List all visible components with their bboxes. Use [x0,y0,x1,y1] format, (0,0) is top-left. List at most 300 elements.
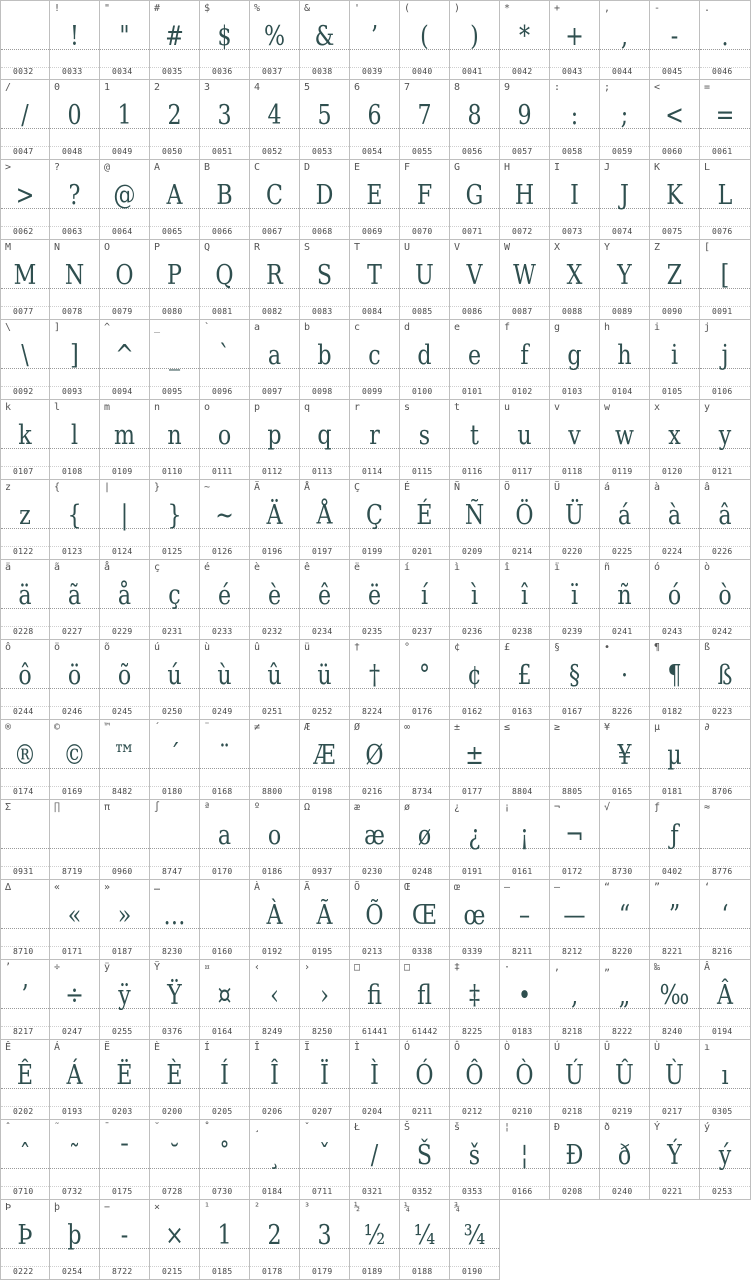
glyph-cell-0051[interactable] [200,80,250,160]
glyph-cell-0126[interactable] [200,480,250,560]
char-label: J [604,162,611,173]
glyph-cell-0218[interactable] [550,1040,600,1120]
glyph-cell-0111[interactable] [200,400,250,480]
glyph-cell-0089[interactable] [600,240,650,320]
glyph-cell-0112[interactable] [250,400,300,480]
glyph-cell-0732[interactable] [50,1120,100,1200]
char-label: ‡ [454,962,461,973]
glyph-cell-0203[interactable] [100,1040,150,1120]
glyph-cell-0216[interactable] [350,720,400,800]
glyph-cell-0052[interactable] [250,80,300,160]
glyph-cell-0250[interactable] [150,640,200,720]
glyph-cell-0321[interactable] [350,1120,400,1200]
glyph-cell-0088[interactable] [550,240,600,320]
glyph-cell-0176[interactable] [400,640,450,720]
glyph-cell-0078[interactable] [50,240,100,320]
glyph-cell-0730[interactable] [200,1120,250,1200]
glyph-cell-0055[interactable] [400,80,450,160]
glyph-cell-0032[interactable] [0,0,50,80]
glyph-cell-0119[interactable] [600,400,650,480]
glyph-cell-8734[interactable] [400,720,450,800]
glyph-cell-0058[interactable] [550,80,600,160]
glyph-cell-0192[interactable] [250,880,300,960]
char-label: * [504,3,511,14]
glyph-cell-0044[interactable] [600,0,650,80]
glyph-cell-0040[interactable] [400,0,450,80]
glyph-cell-0931[interactable] [0,800,50,880]
glyph-cell-0098[interactable] [300,320,350,400]
glyph-preview: ¨ [218,740,231,771]
char-label: ë [354,562,361,573]
glyph-cell-0214[interactable] [500,480,550,560]
char-code: 0103 [562,387,583,396]
glyph-cell-0190[interactable] [450,1200,500,1280]
glyph-cell-0246[interactable] [50,640,100,720]
glyph-cell-8719[interactable] [50,800,100,880]
glyph-cell-0118[interactable] [550,400,600,480]
glyph-cell-0234[interactable] [300,560,350,640]
glyph-cell-8722[interactable] [100,1200,150,1280]
glyph-cell-0169[interactable] [50,720,100,800]
glyph-cell-0220[interactable] [550,480,600,560]
glyph-cell-0253[interactable] [700,1120,751,1200]
glyph-cell-0184[interactable] [250,1120,300,1200]
glyph-cell-61441[interactable] [350,960,400,1040]
char-code: 0220 [562,547,583,556]
glyph-cell-0245[interactable] [100,640,150,720]
glyph-cell-0114[interactable] [350,400,400,480]
glyph-cell-0101[interactable] [450,320,500,400]
glyph-cell-0204[interactable] [350,1040,400,1120]
glyph-cell-0238[interactable] [500,560,550,640]
glyph-cell-0096[interactable] [200,320,250,400]
glyph-cell-0123[interactable] [50,480,100,560]
glyph-cell-0092[interactable] [0,320,50,400]
glyph-cell-0093[interactable] [50,320,100,400]
glyph-preview: 2 [167,100,182,131]
glyph-cell-0229[interactable] [100,560,150,640]
glyph-cell-0102[interactable] [500,320,550,400]
char-label: q [304,402,311,413]
glyph-cell-0231[interactable] [150,560,200,640]
glyph-cell-0338[interactable] [400,880,450,960]
glyph-cell-0254[interactable] [50,1200,100,1280]
glyph-cell-0033[interactable] [50,0,100,80]
glyph-cell-0174[interactable] [0,720,50,800]
glyph-cell-0100[interactable] [400,320,450,400]
glyph-cell-0200[interactable] [150,1040,200,1120]
char-code: 0110 [162,467,183,476]
glyph-cell-0211[interactable] [400,1040,450,1120]
char-label: Z [654,242,661,253]
glyph-cell-0232[interactable] [250,560,300,640]
glyph-cell-8249[interactable] [250,960,300,1040]
glyph-cell-8212[interactable] [550,880,600,960]
glyph-cell-0235[interactable] [350,560,400,640]
glyph-cell-0045[interactable] [650,0,700,80]
glyph-cell-0094[interactable] [100,320,150,400]
char-code: 0202 [13,1107,34,1116]
glyph-cell-0205[interactable] [200,1040,250,1120]
glyph-cell-0199[interactable] [350,480,400,560]
glyph-cell-0065[interactable] [150,160,200,240]
glyph-cell-0352[interactable] [400,1120,450,1200]
glyph-cell-0180[interactable] [150,720,200,800]
glyph-preview: y [718,420,732,451]
glyph-cell-8804[interactable] [500,720,550,800]
glyph-cell-0194[interactable] [700,960,751,1040]
glyph-cell-0209[interactable] [450,480,500,560]
glyph-cell-8217[interactable] [0,960,50,1040]
glyph-cell-0217[interactable] [650,1040,700,1120]
glyph-cell-0187[interactable] [100,880,150,960]
glyph-preview: l [70,420,79,451]
glyph-cell-0240[interactable] [600,1120,650,1200]
glyph-cell-0196[interactable] [250,480,300,560]
baseline-guide [600,848,649,849]
glyph-cell-0937[interactable] [300,800,350,880]
glyph-cell-0059[interactable] [600,80,650,160]
glyph-cell-0206[interactable] [250,1040,300,1120]
glyph-preview: † [368,660,381,691]
char-code: 0171 [62,947,83,956]
glyph-cell-0113[interactable] [300,400,350,480]
glyph-cell-0305[interactable] [700,1040,751,1120]
glyph-cell-0079[interactable] [100,240,150,320]
glyph-cell-0960[interactable] [100,800,150,880]
glyph-cell-8250[interactable] [300,960,350,1040]
glyph-cell-0106[interactable] [700,320,751,400]
char-label: ä [5,562,12,573]
glyph-cell-0248[interactable] [400,800,450,880]
glyph-cell-0053[interactable] [300,80,350,160]
glyph-cell-0036[interactable] [200,0,250,80]
glyph-cell-0252[interactable] [300,640,350,720]
glyph-cell-0163[interactable] [500,640,550,720]
glyph-cell-0223[interactable] [700,640,751,720]
glyph-cell-8240[interactable] [650,960,700,1040]
glyph-cell-8224[interactable] [350,640,400,720]
glyph-preview: E [366,180,383,211]
glyph-cell-0161[interactable] [500,800,550,880]
glyph-cell-0039[interactable] [350,0,400,80]
glyph-cell-0077[interactable] [0,240,50,320]
glyph-cell-0069[interactable] [350,160,400,240]
char-code: 0353 [462,1187,483,1196]
glyph-preview: 3 [217,100,232,131]
char-code: 0048 [62,147,83,156]
glyph-cell-0095[interactable] [150,320,200,400]
glyph-cell-0228[interactable] [0,560,50,640]
glyph-cell-0082[interactable] [250,240,300,320]
glyph-cell-8222[interactable] [600,960,650,1040]
char-label: ó [654,562,661,573]
glyph-cell-0168[interactable] [200,720,250,800]
glyph-cell-0247[interactable] [50,960,100,1040]
char-label: Å [304,482,311,493]
glyph-cell-0219[interactable] [600,1040,650,1120]
glyph-cell-0061[interactable] [700,80,751,160]
glyph-cell-0177[interactable] [450,720,500,800]
glyph-preview: ˜ [68,1140,81,1171]
glyph-cell-0076[interactable] [700,160,751,240]
glyph-cell-0165[interactable] [600,720,650,800]
glyph-preview: › [320,980,329,1011]
char-code: 0077 [13,307,34,316]
glyph-cell-8211[interactable] [500,880,550,960]
char-label: † [354,642,361,653]
glyph-cell-0241[interactable] [600,560,650,640]
glyph-cell-0035[interactable] [150,0,200,80]
glyph-cell-0099[interactable] [350,320,400,400]
char-label: " [104,3,111,14]
char-code: 0203 [112,1107,133,1116]
glyph-cell-0221[interactable] [650,1120,700,1200]
glyph-cell-0201[interactable] [400,480,450,560]
char-label: … [154,882,161,893]
glyph-cell-8225[interactable] [450,960,500,1040]
glyph-cell-0034[interactable] [100,0,150,80]
glyph-cell-0239[interactable] [550,560,600,640]
glyph-cell-8710[interactable] [0,880,50,960]
glyph-cell-0226[interactable] [700,480,751,560]
glyph-cell-0179[interactable] [300,1200,350,1280]
glyph-cell-0043[interactable] [550,0,600,80]
glyph-cell-0070[interactable] [400,160,450,240]
char-code: 0224 [662,547,683,556]
glyph-cell-0164[interactable] [200,960,250,1040]
glyph-cell-8218[interactable] [550,960,600,1040]
char-label: é [204,562,211,573]
glyph-cell-0162[interactable] [450,640,500,720]
glyph-cell-0110[interactable] [150,400,200,480]
glyph-preview: é [217,580,232,611]
glyph-cell-0251[interactable] [250,640,300,720]
glyph-cell-0042[interactable] [500,0,550,80]
glyph-preview: ó [667,580,682,611]
glyph-preview: 6 [367,100,382,131]
glyph-cell-0049[interactable] [100,80,150,160]
glyph-cell-0197[interactable] [300,480,350,560]
glyph-cell-8747[interactable] [150,800,200,880]
glyph-cell-8730[interactable] [600,800,650,880]
glyph-cell-0178[interactable] [250,1200,300,1280]
glyph-cell-0068[interactable] [300,160,350,240]
glyph-cell-0244[interactable] [0,640,50,720]
glyph-cell-0224[interactable] [650,480,700,560]
glyph-cell-0064[interactable] [100,160,150,240]
glyph-cell-0208[interactable] [550,1120,600,1200]
glyph-cell-0062[interactable] [0,160,50,240]
glyph-cell-0191[interactable] [450,800,500,880]
glyph-cell-0060[interactable] [650,80,700,160]
glyph-cell-0120[interactable] [650,400,700,480]
char-code: 0225 [612,547,633,556]
glyph-cell-0121[interactable] [700,400,751,480]
glyph-cell-0227[interactable] [50,560,100,640]
glyph-cell-0222[interactable] [0,1200,50,1280]
glyph-cell-0237[interactable] [400,560,450,640]
glyph-preview: ç [168,580,181,611]
glyph-cell-0255[interactable] [100,960,150,1040]
glyph-cell-0193[interactable] [50,1040,100,1120]
glyph-cell-0097[interactable] [250,320,300,400]
glyph-cell-0182[interactable] [650,640,700,720]
glyph-cell-8805[interactable] [550,720,600,800]
glyph-preview: Æ [313,740,336,771]
glyph-preview: B [216,180,233,211]
glyph-cell-0073[interactable] [550,160,600,240]
glyph-preview: ñ [617,580,632,611]
glyph-cell-0339[interactable] [450,880,500,960]
glyph-cell-0071[interactable] [450,160,500,240]
glyph-cell-0124[interactable] [100,480,150,560]
glyph-cell-0041[interactable] [450,0,500,80]
glyph-cell-0225[interactable] [600,480,650,560]
glyph-cell-0091[interactable] [700,240,751,320]
glyph-cell-8800[interactable] [250,720,300,800]
glyph-cell-0181[interactable] [650,720,700,800]
glyph-cell-0125[interactable] [150,480,200,560]
char-label: Ë [104,1042,111,1053]
glyph-cell-8230[interactable] [150,880,200,960]
char-code: 0032 [13,67,34,76]
glyph-cell-8220[interactable] [600,880,650,960]
glyph-cell-0066[interactable] [200,160,250,240]
glyph-cell-0183[interactable] [500,960,550,1040]
glyph-cell-0037[interactable] [250,0,300,80]
glyph-cell-0109[interactable] [100,400,150,480]
glyph-cell-0108[interactable] [50,400,100,480]
glyph-preview: ! [70,21,79,52]
glyph-cell-8776[interactable] [700,800,751,880]
glyph-cell-0090[interactable] [650,240,700,320]
glyph-cell-0083[interactable] [300,240,350,320]
glyph-cell-0195[interactable] [300,880,350,960]
glyph-cell-0063[interactable] [50,160,100,240]
glyph-cell-0210[interactable] [500,1040,550,1120]
glyph-cell-0207[interactable] [300,1040,350,1120]
char-code: 0233 [212,627,233,636]
glyph-preview: " [119,21,130,52]
char-label: Þ [5,1202,12,1213]
glyph-cell-0087[interactable] [500,240,550,320]
glyph-cell-0105[interactable] [650,320,700,400]
glyph-cell-0202[interactable] [0,1040,50,1120]
glyph-cell-0054[interactable] [350,80,400,160]
glyph-preview: ï [570,580,579,611]
glyph-cell-0048[interactable] [50,80,100,160]
glyph-cell-0212[interactable] [450,1040,500,1120]
glyph-cell-0104[interactable] [600,320,650,400]
glyph-preview: = [715,100,735,131]
glyph-preview: ” [668,900,681,931]
glyph-cell-0728[interactable] [150,1120,200,1200]
glyph-preview: / [21,100,29,131]
glyph-cell-0056[interactable] [450,80,500,160]
glyph-cell-0175[interactable] [100,1120,150,1200]
glyph-cell-0188[interactable] [400,1200,450,1280]
glyph-cell-0057[interactable] [500,80,550,160]
glyph-cell-0170[interactable] [200,800,250,880]
glyph-cell-0402[interactable] [650,800,700,880]
glyph-cell-8221[interactable] [650,880,700,960]
glyph-cell-0038[interactable] [300,0,350,80]
glyph-cell-0074[interactable] [600,160,650,240]
glyph-cell-0116[interactable] [450,400,500,480]
glyph-cell-0236[interactable] [450,560,500,640]
glyph-preview: N [64,260,85,291]
glyph-cell-0084[interactable] [350,240,400,320]
glyph-cell-8226[interactable] [600,640,650,720]
glyph-cell-0353[interactable] [450,1120,500,1200]
glyph-cell-0081[interactable] [200,240,250,320]
char-label: ı [704,1042,711,1053]
glyph-cell-0067[interactable] [250,160,300,240]
glyph-cell-8482[interactable] [100,720,150,800]
glyph-cell-0233[interactable] [200,560,250,640]
glyph-cell-0242[interactable] [700,560,751,640]
char-label: 5 [304,82,311,93]
char-label: ™ [104,722,111,733]
glyph-cell-0710[interactable] [0,1120,50,1200]
glyph-cell-0167[interactable] [550,640,600,720]
glyph-cell-8216[interactable] [700,880,751,960]
glyph-cell-0047[interactable] [0,80,50,160]
glyph-cell-0080[interactable] [150,240,200,320]
char-code: 0108 [62,467,83,476]
glyph-cell-0115[interactable] [400,400,450,480]
glyph-cell-0171[interactable] [50,880,100,960]
glyph-cell-61442[interactable] [400,960,450,1040]
char-label: Ä [254,482,261,493]
glyph-preview: - [670,21,679,52]
baseline-guide [500,768,549,769]
glyph-cell-0046[interactable] [700,0,751,80]
glyph-cell-0213[interactable] [350,880,400,960]
glyph-cell-0249[interactable] [200,640,250,720]
glyph-cell-0086[interactable] [450,240,500,320]
glyph-cell-0198[interactable] [300,720,350,800]
char-code: 0190 [462,1267,483,1276]
glyph-preview: ^ [115,340,134,371]
glyph-preview: ‡ [468,980,481,1011]
glyph-cell-0122[interactable] [0,480,50,560]
glyph-cell-0107[interactable] [0,400,50,480]
glyph-cell-0230[interactable] [350,800,400,880]
glyph-cell-0050[interactable] [150,80,200,160]
glyph-cell-0103[interactable] [550,320,600,400]
glyph-cell-0185[interactable] [200,1200,250,1280]
glyph-cell-0072[interactable] [500,160,550,240]
char-label: ˇ [304,1122,311,1133]
glyph-cell-0243[interactable] [650,560,700,640]
glyph-cell-0189[interactable] [350,1200,400,1280]
glyph-cell-0215[interactable] [150,1200,200,1280]
glyph-cell-8706[interactable] [700,720,751,800]
glyph-cell-0085[interactable] [400,240,450,320]
glyph-cell-0075[interactable] [650,160,700,240]
glyph-cell-0117[interactable] [500,400,550,480]
glyph-cell-0711[interactable] [300,1120,350,1200]
glyph-cell-0172[interactable] [550,800,600,880]
glyph-cell-0376[interactable] [150,960,200,1040]
glyph-cell-0166[interactable] [500,1120,550,1200]
char-code: 0247 [62,1027,83,1036]
glyph-cell-0160[interactable] [200,880,250,960]
glyph-cell-0186[interactable] [250,800,300,880]
glyph-preview: ı [721,1060,729,1091]
